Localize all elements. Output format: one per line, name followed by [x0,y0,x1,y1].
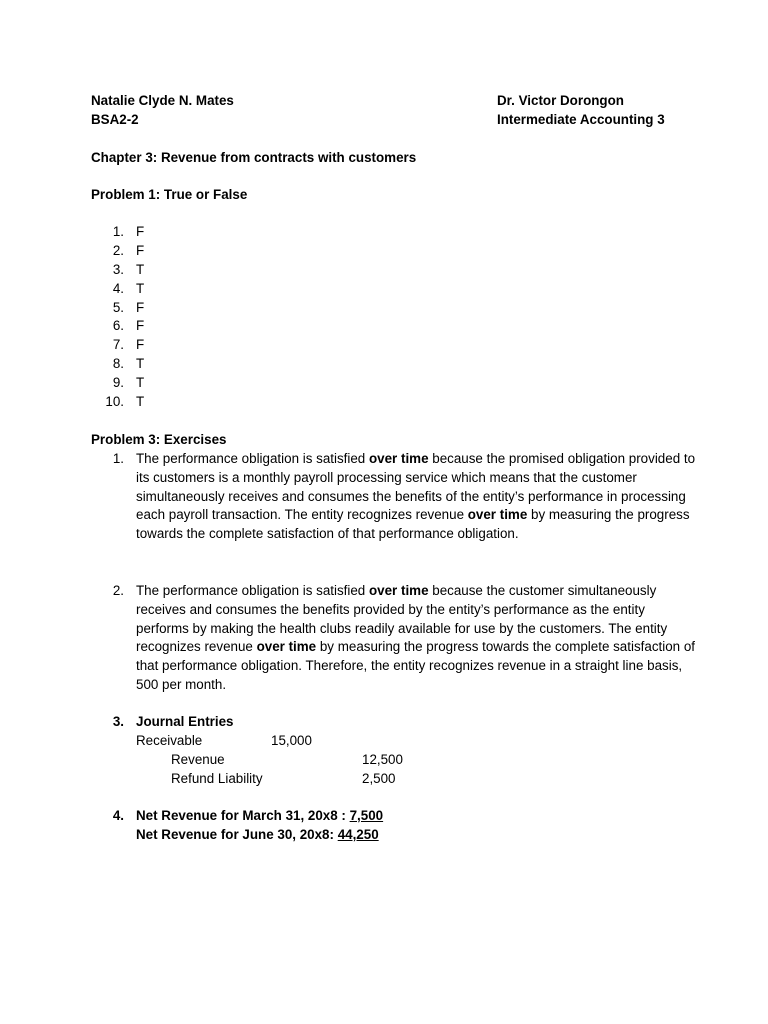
instructor-name: Dr. Victor Dorongon [497,93,624,108]
journal-account: Revenue [171,752,225,767]
exercise-number: 3. [112,714,124,729]
answer-value: F [136,337,145,352]
problem3-title: Problem 3: Exercises [91,432,227,447]
exercise2-paragraph: The performance obligation is satisfied over time because the customer simultaneously receives and consumes the benefits provided by the entity’s performance as the entity performs by making the health clubs readily available for use by the customers. The entity recognizes revenue over time by measuring the progress towards the complete satisfaction of that performance obligation. Therefore, the entity recognizes revenue in a straight line basis, 500 per month. [136,583,695,692]
chapter-title: Chapter 3: Revenue from contracts with customers [91,150,417,165]
student-name: Natalie Clyde N. Mates [91,93,234,108]
journal-debit: 15,000 [271,733,312,748]
answer-number: 10. [105,394,124,409]
answer-number: 4. [112,281,124,296]
answer-value: F [136,318,145,333]
answer-number: 5. [112,300,124,315]
student-section: BSA2-2 [91,112,139,127]
net-revenue-june: Net Revenue for June 30, 20x8: 44,250 [136,827,379,842]
journal-credit: 12,500 [362,752,403,767]
answer-number: 7. [112,337,124,352]
answer-number: 3. [112,262,124,277]
answer-number: 9. [112,375,124,390]
course-name: Intermediate Accounting 3 [497,112,665,127]
answer-value: T [136,394,145,409]
exercise-number: 4. [112,808,124,823]
answer-value: F [136,300,145,315]
net-revenue-march: Net Revenue for March 31, 20x8 : 7,500 [136,808,384,823]
journal-credit: 2,500 [362,771,396,786]
answer-number: 2. [112,243,124,258]
answer-value: T [136,375,145,390]
answer-value: F [136,243,145,258]
exercise-number: 1. [112,451,124,466]
answer-value: F [136,224,145,239]
answer-value: T [136,281,145,296]
answer-value: T [136,262,145,277]
journal-account: Refund Liability [171,771,263,786]
answer-number: 1. [112,224,124,239]
problem1-title: Problem 1: True or False [91,187,248,202]
journal-entries-title: Journal Entries [136,714,234,729]
answer-value: T [136,356,145,371]
journal-account: Receivable [136,733,203,748]
answer-number: 8. [112,356,124,371]
exercise1-paragraph: The performance obligation is satisfied over time because the promised obligation provided to its customers is a monthly payroll processing service which means that the customer simultaneously receives and consumes the benefits of the entity’s performance in processing each payroll transaction. The entity recognizes revenue over time by measuring the progress towards the complete satisfaction of that performance obligation. [136,451,696,542]
exercise-number: 2. [112,583,124,598]
answer-number: 6. [112,318,124,333]
